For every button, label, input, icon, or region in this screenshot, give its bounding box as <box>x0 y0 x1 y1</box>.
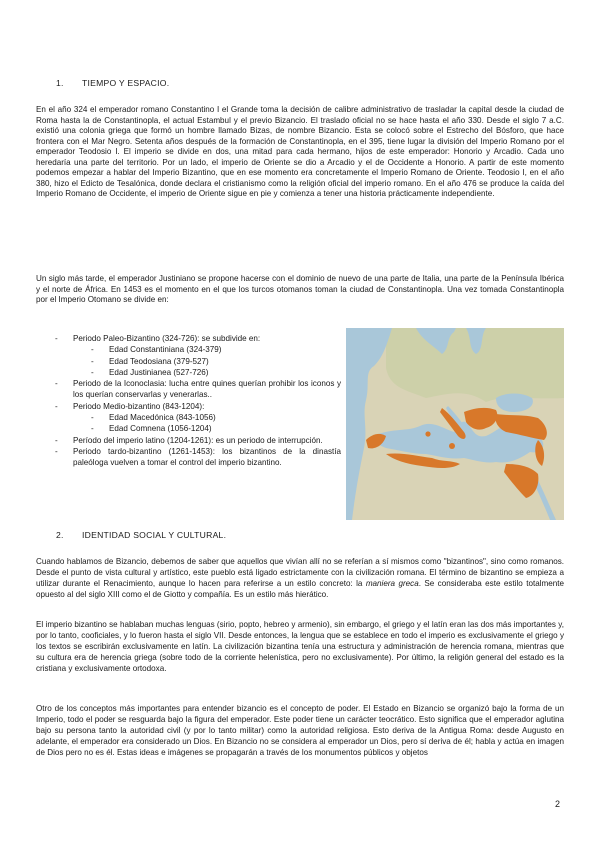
byzantine-empire-map <box>346 328 564 520</box>
section-1-number: 1. <box>56 78 64 88</box>
subperiod-item: - Edad Teodosiana (379-527) <box>73 356 341 367</box>
period-text: Periodo tardo-bizantino (1261-1453): los bizantinos de la dinastía paleóloga vuelven a tomar el control del imperio bizantino. <box>73 446 341 468</box>
section-1-paragraph-2: Un siglo más tarde, el emperador Justiniano se propone hacerse con el dominio de nuevo de una parte de Italia, una parte de la Península Ibérica y el norte de África. En 1453 es el momento en el que los turcos otomanos toman la ciudad de Constantinopla. Una vez tomada Constantinopla por el Imperio Otomano se divide en: <box>36 274 564 305</box>
map-graphic <box>346 328 564 520</box>
map-empire-sardinia <box>425 431 430 436</box>
subperiod-item: - Edad Macedónica (843-1056) <box>73 412 341 423</box>
section-1-paragraph-1: En el año 324 el emperador romano Constantino I el Grande toma la decisión de calibre administrativo de trasladar la capital desde la ciudad de Roma hasta la de Constantinopla, el actual Estambul y el previo Bizancio. El traslado oficial no se hace hasta el año 330. Desde el siglo 7 a.C. existió una colonia griega que formó un hombre llamado Bizas, de nombre Bizancio. Esta se colocó sobre el Estrecho del Bósforo, que hace frontera con el Mar Negro. Setenta años después de la formación de Constantinopla, en el 395, tiene lugar la división del Imperio Romano por el emperador Teodosio I. El imperio se divide en dos, una mitad para cada hermano, hijos de este emperador: Honorio y Arcadio. Cada uno heredaría una parte del territorio. Por un lado, el imperio de Oriente se dio a Arcadio y el de Occidente a Honorio. A partir de este momento podemos empezar a hablar del Imperio Bizantino, que en ese momento era concretamente el Imperio Romano de Oriente. Teodosio I, en el año 380, hizo el Edicto de Tesalónica, donde declara el cristianismo como la religión oficial del imperio romano. En el año 476 se produce la caída del Imperio Romano de Occidente, el imperio de Oriente sigue en pie y comienza a tener una historia prácticamente independiente. <box>36 105 564 199</box>
section-1-heading <box>56 78 169 88</box>
section-1-title: TIEMPO Y ESPACIO. <box>82 78 170 88</box>
period-sublist <box>73 412 341 435</box>
period-item-paleo <box>36 333 341 378</box>
period-item-iconoclasia <box>36 378 341 401</box>
subperiod-item: - Edad Constantiniana (324-379) <box>73 344 341 355</box>
period-item-medio <box>36 401 341 435</box>
period-sublist <box>73 344 341 378</box>
maniera-greca-term: maniera greca <box>365 578 419 588</box>
section-2-number: 2. <box>56 530 64 540</box>
period-text: Periodo de la Iconoclasia: lucha entre quines querían prohibir los iconos y los querían conservarlas y venerarlas.. <box>73 379 341 400</box>
period-item-tardo <box>36 446 341 469</box>
section-2-paragraph-2: El imperio bizantino se hablaban muchas lenguas (sirio, popto, hebreo y armenio), sin embargo, el griego y el latín eran las dos más importantes y, por lo tanto, cooficiales, y lo fueron hasta el siglo VII. Desde entonces, la lengua que se establece en todo el imperio es exclusivamente el griego y los textos se escribirán exclusivamente en latín. La civilización bizantina tenía una estructura y administración de herencia romana, mientras que su cultura era de herencia griega (sobre todo de la corriente helenística, pero no exclusivamente). Por último, la religión general del estado es la cristiana y exclusivamente ortodoxa. <box>36 620 564 673</box>
period-list <box>36 333 341 469</box>
section-2-paragraph-1 <box>36 557 564 601</box>
section-2-paragraph-3: Otro de los conceptos más importantes para entender bizancio es el concepto de poder. El Estado en Bizancio se organizó bajo la forma de un Imperio, todo el poder se resguarda bajo la figura del emperador. Este poder tiene un carácter teocrático. Esto significa que el emperador aglutina bajo su persona tanto la autoridad civil (y por lo tanto militar) como la autoridad religiosa. Esto deriva de la Antigua Roma: desde Augusto en adelante, el emperador era considerado un Dios. En Bizancio no se considera al emperador un Dios, pero sí deriva de él; habla y actúa en imagen de Dios pero no es él. Estas ideas e imágenes se propagarán a través de los monumentos públicos y objetos <box>36 704 564 757</box>
period-text: Periodo Medio-bizantino (843-1204): <box>73 401 205 411</box>
period-text: Período del imperio latino (1204-1261): es un periodo de interrupción. <box>73 435 323 445</box>
section-2-title: IDENTIDAD SOCIAL Y CULTURAL. <box>82 530 227 540</box>
period-text: Periodo Paleo-Bizantino (324-726): se subdivide en: <box>73 334 261 343</box>
subperiod-item: - Edad Comnena (1056-1204) <box>73 423 341 434</box>
map-empire-sicily <box>449 443 455 449</box>
page-number: 2 <box>555 799 561 809</box>
section-2-heading <box>56 530 226 540</box>
section-2-paragraph-1-text-a: Cuando hablamos de Bizancio, debemos de saber que aquellos que vivían allí no se referían a sí mismos como "bizantinos", sino como romanos. Desde el punto de vista cultural y artístico, este pueblo está ligado estrictamente con la civilización romana. El término de bizantino se empieza a utilizar durante el Renacimiento, aunque lo hacen para referirse a un estilo concreto: la <box>36 557 564 588</box>
section-2-paragraph-1-text-b: . Se consideraba este estilo totalmente opuesto al del siglo XIII como el de Giotto y compañía. Es un estilo más hierático. <box>36 578 564 599</box>
subperiod-item: - Edad Justinianea (527-726) <box>73 367 341 378</box>
period-item-latino <box>36 435 341 446</box>
